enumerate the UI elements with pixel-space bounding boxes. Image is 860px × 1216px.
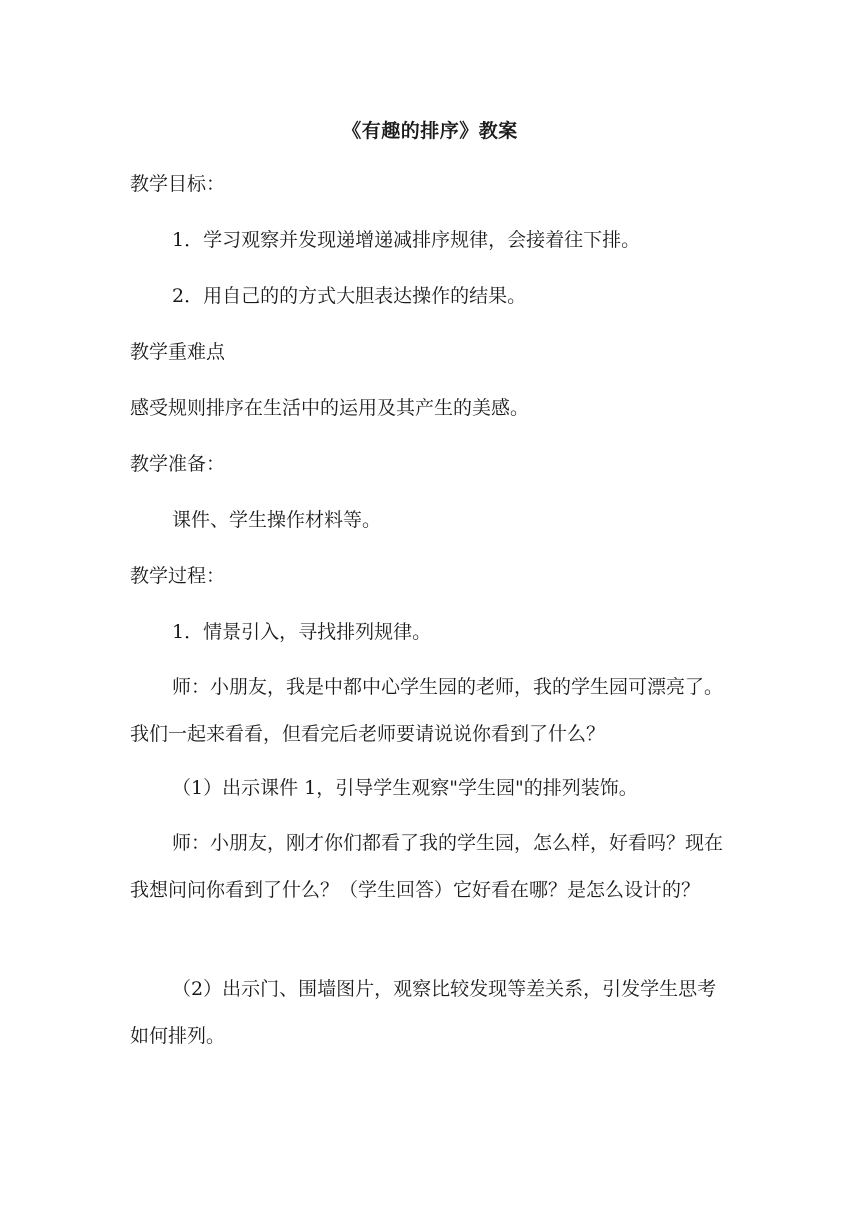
step-1: 1．情景引入，寻找排列规律。	[172, 621, 432, 643]
objective-2: 2．用自己的的方式大胆表达操作的结果。	[172, 285, 527, 307]
prep-heading: 教学准备：	[130, 453, 226, 475]
prep-text: 课件、学生操作材料等。	[172, 509, 382, 531]
process-heading: 教学过程：	[130, 565, 226, 587]
sub-step-1: （1）出示课件 1，引导学生观察"学生园"的排列装饰。	[172, 777, 638, 799]
paragraph-teacher-intro: 师：小朋友，我是中都中心学生园的老师，我的学生园可漂亮了。我们一起来看看，但看完后老师要请说说你看到了什么？	[130, 676, 724, 745]
keypoints-heading: 教学重难点	[130, 341, 226, 363]
document-title: 《有趣的排序》教案	[342, 120, 518, 142]
objective-1: 1．学习观察并发现递增递减排序规律，会接着往下排。	[172, 229, 641, 251]
keypoints-text: 感受规则排序在生活中的运用及其产生的美感。	[130, 397, 530, 419]
paragraph-teacher-question: 师：小朋友，刚才你们都看了我的学生园，怎么样，好看吗？现在我想问问你看到了什么？（学生回答）它好看在哪？是怎么设计的？	[130, 832, 724, 901]
objectives-heading: 教学目标：	[130, 173, 226, 195]
sub-step-2: （2）出示门、围墙图片，观察比较发现等差关系，引发学生思考如何排列。	[130, 978, 717, 1047]
